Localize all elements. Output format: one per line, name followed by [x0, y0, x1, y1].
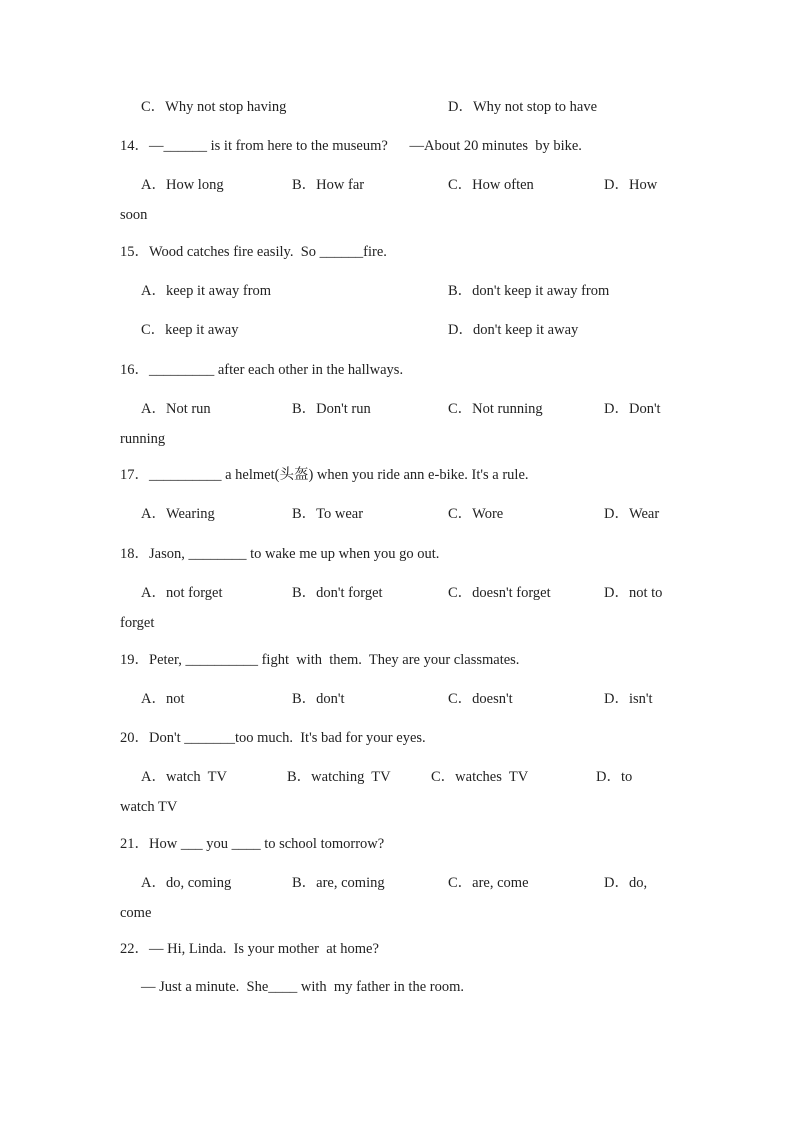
q19-stem: 19．Peter, __________ fight with them. They are your classmates. — [120, 652, 520, 668]
q15-stem: 15．Wood catches fire easily. So ______fire. — [120, 244, 387, 260]
q22-stem-reply: — Just a minute. She____ with my father in the room. — [141, 979, 464, 995]
q18-option-b: B．don't forget — [292, 585, 383, 601]
q16-option-c: C．Not running — [448, 401, 543, 417]
q20-option-c: C．watches TV — [431, 769, 529, 785]
q15-option-a: A．keep it away from — [141, 283, 272, 299]
q15-option-b: B．don't keep it away from — [448, 283, 610, 299]
q17-option-a: A．Wearing — [141, 506, 215, 522]
q18-option-c: C．doesn't forget — [448, 585, 551, 601]
q19-option-b: B．don't — [292, 691, 345, 707]
q20-option-b: B．watching TV — [287, 769, 391, 785]
q19-option-c: C．doesn't — [448, 691, 513, 707]
q20-option-d: D．to — [596, 769, 633, 785]
q16-stem: 16．_________ after each other in the hallways. — [120, 362, 404, 378]
q14-option-d: D．How — [604, 177, 658, 193]
q21-option-b: B．are, coming — [292, 875, 385, 891]
q16-option-d: D．Don't — [604, 401, 661, 417]
q20-option-a: A．watch TV — [141, 769, 227, 785]
q16-option-a: A．Not run — [141, 401, 211, 417]
q13-option-c: C．Why not stop having — [141, 99, 287, 115]
q19-option-a: A．not — [141, 691, 185, 707]
q15-option-d: D．don't keep it away — [448, 322, 579, 338]
q14-option-c: C．How often — [448, 177, 534, 193]
q15-option-c: C．keep it away — [141, 322, 239, 338]
q21-stem: 21．How ___ you ____ to school tomorrow? — [120, 836, 385, 852]
q17-option-d: D．Wear — [604, 506, 660, 522]
q20-stem: 20．Don't _______too much. It's bad for your eyes. — [120, 730, 426, 746]
q18-option-a: A．not forget — [141, 585, 223, 601]
q21-option-d: D．do, — [604, 875, 648, 891]
q16-option-b: B．Don't run — [292, 401, 371, 417]
q14-stem: 14．—______ is it from here to the museum? —About 20 minutes by bike. — [120, 138, 582, 154]
q14-option-a: A．How long — [141, 177, 224, 193]
q13-option-d: D．Why not stop to have — [448, 99, 598, 115]
q20-option-d-wrap: watch TV — [120, 799, 178, 815]
q21-option-c: C．are, come — [448, 875, 529, 891]
q17-stem: 17．__________ a helmet(头盔) when you ride ann e-bike. It's a rule. — [120, 467, 529, 483]
q18-option-d-wrap: forget — [120, 615, 155, 631]
q21-option-a: A．do, coming — [141, 875, 232, 891]
q18-stem: 18．Jason, ________ to wake me up when you go out. — [120, 546, 440, 562]
q17-option-c: C．Wore — [448, 506, 504, 522]
q17-option-b: B．To wear — [292, 506, 364, 522]
q22-stem: 22．— Hi, Linda. Is your mother at home? — [120, 941, 379, 957]
q19-option-d: D．isn't — [604, 691, 653, 707]
q18-option-d: D．not to — [604, 585, 663, 601]
q14-option-b: B．How far — [292, 177, 365, 193]
q14-option-d-wrap: soon — [120, 207, 148, 223]
q16-option-d-wrap: running — [120, 431, 166, 447]
q21-option-d-wrap: come — [120, 905, 152, 921]
